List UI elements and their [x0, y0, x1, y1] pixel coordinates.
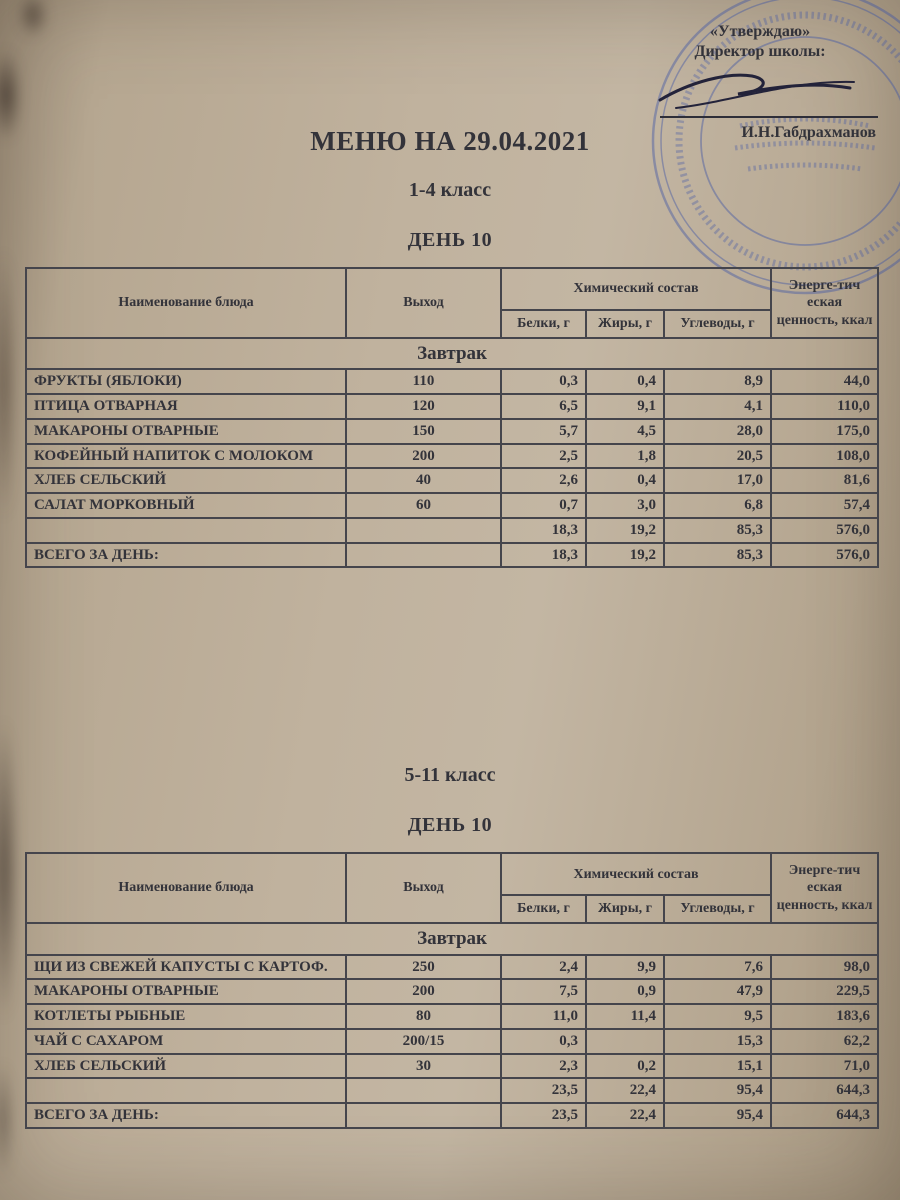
- subtotal-fat-cell: 19,2: [586, 518, 664, 543]
- dish-name-cell: КОФЕЙНЫЙ НАПИТОК С МОЛОКОМ: [26, 444, 346, 469]
- empty-cell: [26, 1078, 346, 1103]
- col-header-chemical: Химический состав: [501, 268, 771, 310]
- output-cell: 40: [346, 468, 501, 493]
- output-cell: 110: [346, 369, 501, 394]
- class-label-1: 1-4 класс: [408, 179, 492, 201]
- output-cell: 30: [346, 1054, 501, 1079]
- dish-row: [26, 1054, 878, 1079]
- fat-cell: 9,9: [586, 955, 664, 980]
- kcal-cell: 57,4: [771, 493, 878, 518]
- dish-row: [26, 979, 878, 1004]
- subtotal-kcal-cell: 644,3: [771, 1078, 878, 1103]
- dish-row: [26, 1029, 878, 1054]
- dish-row: [26, 468, 878, 493]
- dish-name-cell: ХЛЕБ СЕЛЬСКИЙ: [26, 1054, 346, 1079]
- protein-cell: 2,6: [501, 468, 586, 493]
- dish-name-cell: ЩИ ИЗ СВЕЖЕЙ КАПУСТЫ С КАРТОФ.: [26, 955, 346, 980]
- output-cell: 200: [346, 979, 501, 1004]
- dish-row: [26, 955, 878, 980]
- dish-row: [26, 493, 878, 518]
- fat-cell: 0,4: [586, 468, 664, 493]
- protein-cell: 2,5: [501, 444, 586, 469]
- output-cell: 60: [346, 493, 501, 518]
- col-header-chemical: Химический состав: [501, 853, 771, 895]
- approval-role: Директор школы:: [694, 43, 826, 60]
- total-label-cell: ВСЕГО ЗА ДЕНЬ:: [26, 1103, 346, 1128]
- signature-area: [640, 66, 880, 124]
- protein-cell: 0,3: [501, 369, 586, 394]
- empty-cell: [346, 518, 501, 543]
- carbs-cell: 15,1: [664, 1054, 771, 1079]
- output-cell: 200: [346, 444, 501, 469]
- total-protein-cell: 23,5: [501, 1103, 586, 1128]
- approval-quote: «Утверждаю»: [709, 23, 811, 40]
- carbs-cell: 4,1: [664, 394, 771, 419]
- col-header-energy: Энерге-тич еская ценность, ккал: [771, 268, 878, 338]
- subtotal-protein-cell: 23,5: [501, 1078, 586, 1103]
- dish-name-cell: ПТИЦА ОТВАРНАЯ: [26, 394, 346, 419]
- dish-name-cell: САЛАТ МОРКОВНЫЙ: [26, 493, 346, 518]
- subtotal-row: [26, 1078, 878, 1103]
- fat-cell: 0,4: [586, 369, 664, 394]
- carbs-cell: 28,0: [664, 419, 771, 444]
- subtotal-carbs-cell: 95,4: [664, 1078, 771, 1103]
- kcal-cell: 229,5: [771, 979, 878, 1004]
- empty-cell: [346, 1078, 501, 1103]
- dish-row: [26, 369, 878, 394]
- carbs-cell: 17,0: [664, 468, 771, 493]
- carbs-cell: 47,9: [664, 979, 771, 1004]
- carbs-cell: 15,3: [664, 1029, 771, 1054]
- col-header-dish: Наименование блюда: [26, 853, 346, 923]
- protein-cell: 2,4: [501, 955, 586, 980]
- fat-cell: [586, 1029, 664, 1054]
- fat-cell: 1,8: [586, 444, 664, 469]
- subtotal-row: [26, 518, 878, 543]
- menu-table-grades-5-11: [25, 852, 879, 1129]
- signature-scribble-icon: [650, 66, 860, 118]
- fat-cell: 0,2: [586, 1054, 664, 1079]
- menu-table-grades-1-4: [25, 267, 879, 568]
- dish-row: [26, 394, 878, 419]
- kcal-cell: 44,0: [771, 369, 878, 394]
- dish-name-cell: МАКАРОНЫ ОТВАРНЫЕ: [26, 979, 346, 1004]
- col-header-protein: Белки, г: [501, 895, 586, 923]
- meal-row: [26, 923, 878, 955]
- scan-stain: [0, 715, 18, 1025]
- table-header-row: [26, 853, 878, 895]
- meal-heading: Завтрак: [26, 338, 878, 370]
- kcal-cell: 71,0: [771, 1054, 878, 1079]
- col-header-energy: Энерге-тич еская ценность, ккал: [771, 853, 878, 923]
- page-title: МЕНЮ НА 29.04.2021: [310, 126, 590, 156]
- kcal-cell: 175,0: [771, 419, 878, 444]
- scan-stain: [0, 1060, 14, 1180]
- total-kcal-cell: 576,0: [771, 543, 878, 568]
- protein-cell: 0,7: [501, 493, 586, 518]
- fat-cell: 9,1: [586, 394, 664, 419]
- dish-row: [26, 419, 878, 444]
- dish-name-cell: ФРУКТЫ (ЯБЛОКИ): [26, 369, 346, 394]
- output-cell: 250: [346, 955, 501, 980]
- subtotal-carbs-cell: 85,3: [664, 518, 771, 543]
- carbs-cell: 7,6: [664, 955, 771, 980]
- meal-row: [26, 338, 878, 370]
- kcal-cell: 108,0: [771, 444, 878, 469]
- col-header-fat: Жиры, г: [586, 895, 664, 923]
- output-cell: 150: [346, 419, 501, 444]
- dish-name-cell: КОТЛЕТЫ РЫБНЫЕ: [26, 1004, 346, 1029]
- kcal-cell: 81,6: [771, 468, 878, 493]
- subtotal-kcal-cell: 576,0: [771, 518, 878, 543]
- carbs-cell: 8,9: [664, 369, 771, 394]
- total-carbs-cell: 85,3: [664, 543, 771, 568]
- total-kcal-cell: 644,3: [771, 1103, 878, 1128]
- protein-cell: 7,5: [501, 979, 586, 1004]
- col-header-carbs: Углеводы, г: [664, 310, 771, 338]
- meal-heading: Завтрак: [26, 923, 878, 955]
- total-fat-cell: 22,4: [586, 1103, 664, 1128]
- protein-cell: 5,7: [501, 419, 586, 444]
- carbs-cell: 9,5: [664, 1004, 771, 1029]
- kcal-cell: 98,0: [771, 955, 878, 980]
- col-header-carbs: Углеводы, г: [664, 895, 771, 923]
- output-cell: 80: [346, 1004, 501, 1029]
- fat-cell: 4,5: [586, 419, 664, 444]
- dish-name-cell: МАКАРОНЫ ОТВАРНЫЕ: [26, 419, 346, 444]
- subtotal-protein-cell: 18,3: [501, 518, 586, 543]
- approval-block: [640, 22, 880, 142]
- col-header-fat: Жиры, г: [586, 310, 664, 338]
- col-header-output: Выход: [346, 268, 501, 338]
- total-carbs-cell: 95,4: [664, 1103, 771, 1128]
- dish-name-cell: ХЛЕБ СЕЛЬСКИЙ: [26, 468, 346, 493]
- kcal-cell: 62,2: [771, 1029, 878, 1054]
- total-protein-cell: 18,3: [501, 543, 586, 568]
- signature-line: [660, 116, 878, 118]
- col-header-dish: Наименование блюда: [26, 268, 346, 338]
- protein-cell: 2,3: [501, 1054, 586, 1079]
- class-label-2: 5-11 класс: [404, 764, 496, 787]
- total-fat-cell: 19,2: [586, 543, 664, 568]
- total-row: [26, 543, 878, 568]
- kcal-cell: 183,6: [771, 1004, 878, 1029]
- protein-cell: 11,0: [501, 1004, 586, 1029]
- total-row: [26, 1103, 878, 1128]
- total-label-cell: ВСЕГО ЗА ДЕНЬ:: [26, 543, 346, 568]
- day-label-2: ДЕНЬ 10: [407, 814, 493, 837]
- fat-cell: 0,9: [586, 979, 664, 1004]
- fat-cell: 11,4: [586, 1004, 664, 1029]
- empty-cell: [346, 543, 501, 568]
- output-cell: 120: [346, 394, 501, 419]
- fat-cell: 3,0: [586, 493, 664, 518]
- approval-name: И.Н.Габдрахманов: [741, 124, 876, 141]
- day-label-1: ДЕНЬ 10: [407, 229, 493, 251]
- col-header-protein: Белки, г: [501, 310, 586, 338]
- dish-row: [26, 1004, 878, 1029]
- dish-name-cell: ЧАЙ С САХАРОМ: [26, 1029, 346, 1054]
- carbs-cell: 20,5: [664, 444, 771, 469]
- protein-cell: 0,3: [501, 1029, 586, 1054]
- kcal-cell: 110,0: [771, 394, 878, 419]
- carbs-cell: 6,8: [664, 493, 771, 518]
- output-cell: 200/15: [346, 1029, 501, 1054]
- scan-stain: [0, 245, 16, 525]
- dish-row: [26, 444, 878, 469]
- col-header-output: Выход: [346, 853, 501, 923]
- subtotal-fat-cell: 22,4: [586, 1078, 664, 1103]
- table-header-row: [26, 268, 878, 310]
- empty-cell: [346, 1103, 501, 1128]
- protein-cell: 6,5: [501, 394, 586, 419]
- empty-cell: [26, 518, 346, 543]
